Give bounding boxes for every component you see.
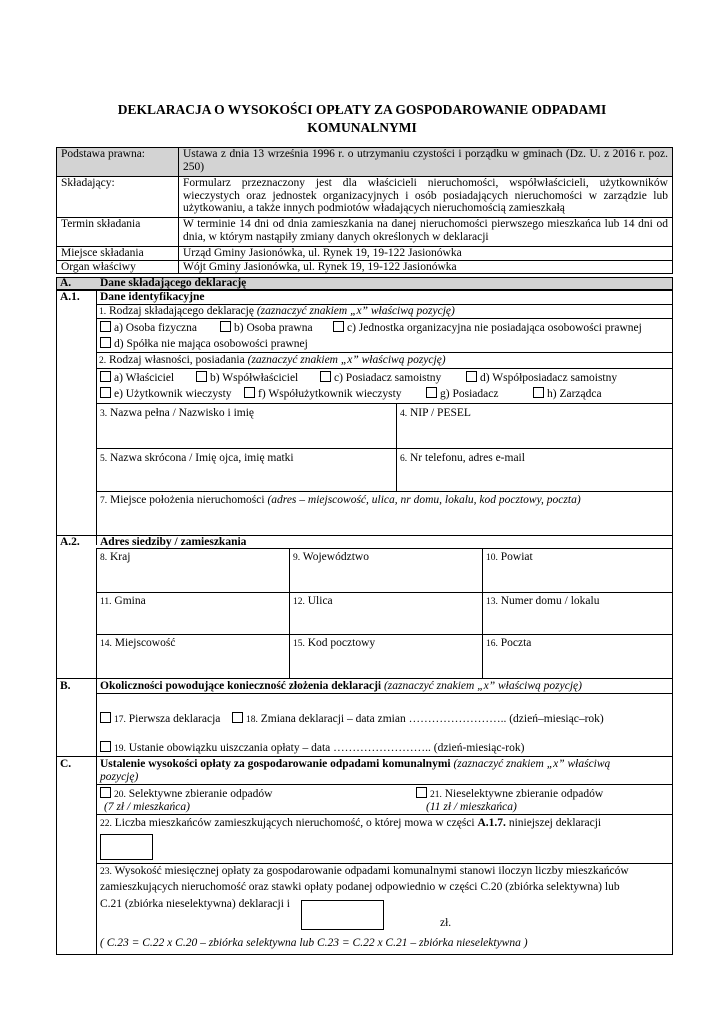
section-a-code: A. — [60, 277, 72, 289]
info-value: Wójt Gminy Jasionówka, ul. Rynek 19, 19-122 Jasionówka — [179, 260, 673, 274]
q1-option-c[interactable]: c) Jednostka organizacyjna nie posiadająca osobowości prawnej — [333, 321, 642, 334]
address-ulica[interactable]: 12. Ulica — [293, 595, 333, 607]
info-table — [56, 147, 673, 274]
checkbox[interactable] — [100, 371, 111, 382]
currency-label: zł. — [440, 917, 452, 929]
checkbox[interactable] — [220, 321, 231, 332]
checkbox[interactable] — [100, 712, 111, 723]
c-nonselective[interactable]: 21. Nieselektywne zbieranie odpadów — [416, 787, 603, 800]
q2-option-h[interactable]: h) Zarządca — [533, 387, 602, 400]
checkbox[interactable] — [426, 387, 437, 398]
c-fee-text-1: 23. Wysokość miesięcznej opłaty za gospodarowanie odpadami komunalnymi stanowi iloczyn liczby mieszkańców — [100, 865, 629, 877]
info-label: Miejsce składania — [57, 247, 179, 261]
field-4-label[interactable]: 4. NIP / PESEL — [400, 407, 471, 419]
q2-option-c[interactable]: c) Posiadacz samoistny — [320, 371, 441, 384]
q1-label: 1. Rodzaj składającego deklarację (zaznaczyć znakiem „x” właściwą pozycję) — [99, 305, 455, 317]
address-poczta[interactable]: 16. Poczta — [486, 637, 532, 649]
b-first-declaration[interactable]: 17. Pierwsza deklaracja — [100, 712, 220, 725]
checkbox[interactable] — [232, 712, 243, 723]
checkbox[interactable] — [100, 321, 111, 332]
q2-option-g[interactable]: g) Posiadacz — [426, 387, 498, 400]
q1-option-b[interactable]: b) Osoba prawna — [220, 321, 313, 334]
section-a1-title: Dane identyfikacyjne — [100, 291, 205, 303]
section-a2-code: A.2. — [60, 536, 80, 548]
c-selective[interactable]: 20. Selektywne zbieranie odpadów — [100, 787, 272, 800]
address-kraj[interactable]: 8. Kraj — [100, 551, 131, 563]
info-label: Podstawa prawna: — [57, 148, 179, 177]
address-miejscowosc[interactable]: 14. Miejscowość — [100, 637, 176, 649]
section-a-title: Dane składającego deklarację — [100, 277, 247, 289]
q2-option-e[interactable]: e) Użytkownik wieczysty — [100, 387, 232, 400]
checkbox[interactable] — [244, 387, 255, 398]
section-a1-code: A.1. — [60, 291, 80, 303]
section-b-code: B. — [60, 680, 71, 692]
section-c-code: C. — [60, 758, 72, 770]
address-powiat[interactable]: 10. Powiat — [486, 551, 533, 563]
b-obligation-end[interactable]: 19. Ustanie obowiązku uiszczania opłaty – data …………………….. (dzień-miesiąc-rok) — [100, 741, 524, 754]
section-a2-title: Adres siedziby / zamieszkania — [100, 536, 247, 548]
residents-count-input[interactable] — [100, 834, 153, 860]
info-label: Składający: — [57, 177, 179, 218]
b-change-declaration[interactable]: 18. Zmiana deklaracji – data zmian …………………….. (dzień–miesiąc–rok) — [232, 712, 604, 725]
checkbox[interactable] — [100, 787, 111, 798]
address-gmina[interactable]: 11. Gmina — [100, 595, 146, 607]
info-value: W terminie 14 dni od dnia zamieszkania na danej nieruchomości pierwszego mieszkańca lub 14 dni od dnia, w którym nastąpiły zmiany danych określonych w deklaracji — [179, 218, 673, 247]
info-value: Formularz przeznaczony jest dla właścicieli nieruchomości, współwłaścicieli, użytkowników wieczystych oraz jednostek organizacyjnych i osób posiadających nieruchomości w zarządzie lub użytkowaniu, a także innych podmiotów władających nieruchomością zamieszkałą — [179, 177, 673, 218]
checkbox[interactable] — [100, 387, 111, 398]
info-row — [57, 148, 673, 177]
c-fee-text-3: C.21 (zbiórka nieselektywna) deklaracji i — [100, 898, 290, 910]
declaration-title — [0, 101, 724, 137]
section-b-title: Okoliczności powodujące konieczność złożenia deklaracji (zaznaczyć znakiem „x” właściwą pozycję) — [100, 680, 582, 692]
checkbox[interactable] — [100, 337, 111, 348]
title-line-1: DEKLARACJA O WYSOKOŚCI OPŁATY ZA GOSPODAROWANIE ODPADAMI — [117, 102, 607, 117]
q1-option-a[interactable]: a) Osoba fizyczna — [100, 321, 197, 334]
c-nonselective-rate: (11 zł / mieszkańca) — [426, 801, 517, 813]
c-selective-rate: (7 zł / mieszkańca) — [104, 801, 190, 813]
q1-option-d[interactable]: d) Spółka nie mająca osobowości prawnej — [100, 337, 308, 350]
checkbox[interactable] — [416, 787, 427, 798]
checkbox[interactable] — [333, 321, 344, 332]
field-6-label[interactable]: 6. Nr telefonu, adres e-mail — [400, 452, 525, 464]
q2-option-a[interactable]: a) Właściciel — [100, 371, 174, 384]
c-residents-count-label: 22. Liczba mieszkańców zamieszkujących nieruchomość, o której mowa w części A.1.7. niniejszej deklaracji — [100, 817, 602, 829]
address-kod-pocztowy[interactable]: 15. Kod pocztowy — [293, 637, 376, 649]
info-value: Ustawa z dnia 13 września 1996 r. o utrzymaniu czystości i porządku w gminach (Dz. U. z 2016 r. poz. 250) — [179, 148, 673, 177]
info-label: Termin składania — [57, 218, 179, 247]
info-row — [57, 260, 673, 274]
section-c-title: Ustalenie wysokości opłaty za gospodarowanie odpadami komunalnymi (zaznaczyć znakiem „x” właściwą pozycję) — [100, 758, 611, 783]
q2-option-f[interactable]: f) Współużytkownik wieczysty — [244, 387, 402, 400]
checkbox[interactable] — [320, 371, 331, 382]
q2-option-d[interactable]: d) Współposiadacz samoistny — [466, 371, 617, 384]
field-3-label[interactable]: 3. Nazwa pełna / Nazwisko i imię — [100, 407, 255, 419]
info-row — [57, 177, 673, 218]
info-label: Organ właściwy — [57, 260, 179, 274]
monthly-fee-input[interactable] — [301, 900, 384, 930]
checkbox[interactable] — [466, 371, 477, 382]
info-row — [57, 218, 673, 247]
checkbox[interactable] — [533, 387, 544, 398]
address-numer-domu[interactable]: 13. Numer domu / lokalu — [486, 595, 600, 607]
address-wojewodztwo[interactable]: 9. Województwo — [293, 551, 369, 563]
info-value: Urząd Gminy Jasionówka, ul. Rynek 19, 19-122 Jasionówka — [179, 247, 673, 261]
q2-label: 2. Rodzaj własności, posiadania (zaznaczyć znakiem „x” właściwą pozycję) — [99, 354, 446, 366]
q2-option-b[interactable]: b) Współwłaściciel — [196, 371, 298, 384]
checkbox[interactable] — [196, 371, 207, 382]
field-7-label[interactable]: 7. Miejsce położenia nieruchomości (adres – miejscowość, ulica, nr domu, lokalu, kod pocztowy, poczta) — [100, 494, 581, 506]
info-row — [57, 247, 673, 261]
c-fee-text-2: zamieszkujących nieruchomość oraz stawki opłaty podanej odpowiednio w części C.20 (zbiórka selektywna) lub — [100, 881, 620, 893]
title-line-2: KOMUNALNYMI — [307, 120, 417, 135]
checkbox[interactable] — [100, 741, 111, 752]
field-5-label[interactable]: 5. Nazwa skrócona / Imię ojca, imię matki — [100, 452, 294, 464]
c-formula: ( C.23 = C.22 x C.20 – zbiórka selektywna lub C.23 = C.22 x C.21 – zbiórka nieselektywna ) — [100, 937, 528, 949]
